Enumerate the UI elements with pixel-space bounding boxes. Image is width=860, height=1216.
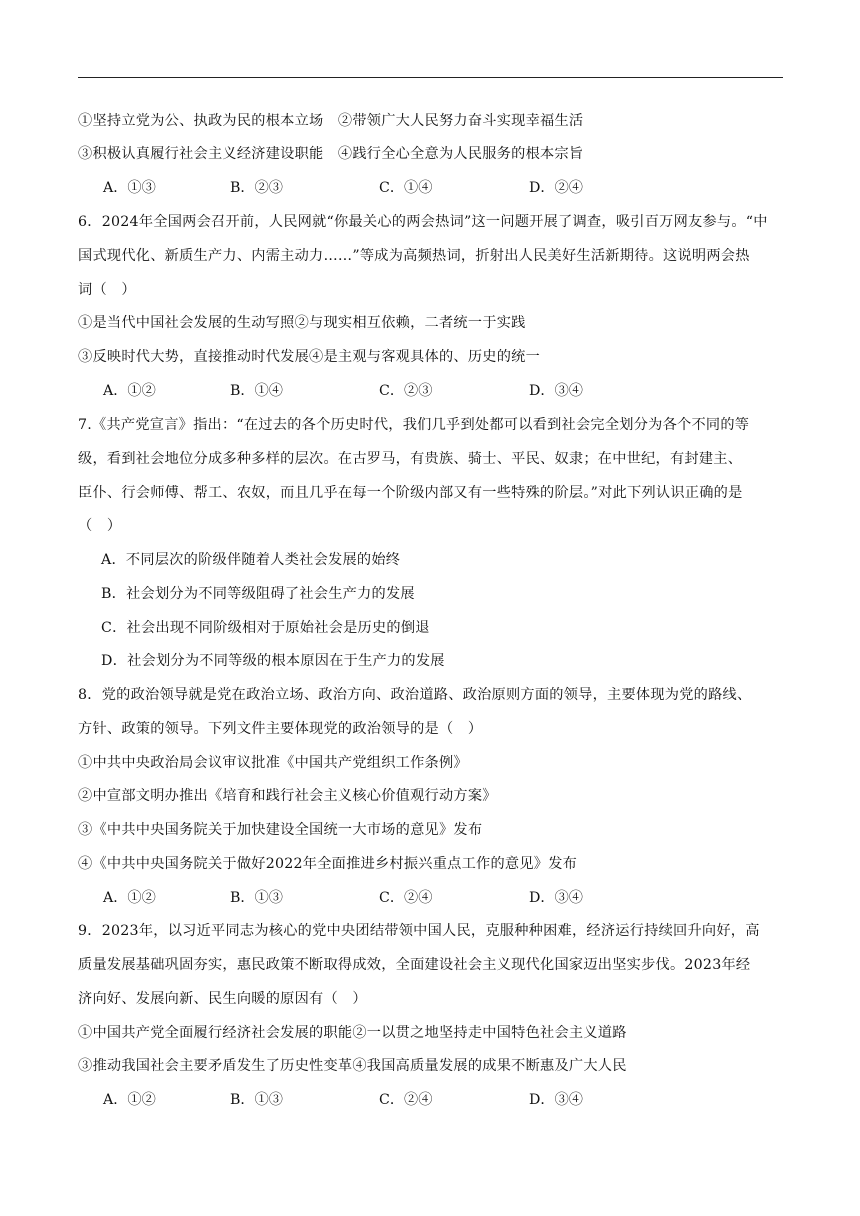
q6-statement-1-2: ①是当代中国社会发展的生动写照②与现实相互依赖，二者统一于实践	[78, 315, 526, 331]
q6-stem-line-2: 国式现代化、新质生产力、内需主动力……”等成为高频热词，折射出人民美好生活新期待。这说明两会热	[78, 248, 750, 264]
q7-stem-line-1: 7.《共产党宣言》指出：“在过去的各个历史时代，我们几乎到处都可以看到社会完全划分为各个不同的等	[78, 417, 750, 433]
header-rule	[78, 77, 783, 78]
option-d: D．③④	[529, 383, 583, 399]
q9-stem-line-3: 济向好、发展向新、民生向暖的原因有（ ）	[78, 991, 367, 1007]
q8-stem-line-2: 方针、政策的领导。下列文件主要体现党的政治领导的是（ ）	[78, 721, 483, 737]
option-b: B．①③	[230, 1092, 283, 1108]
q8-statement-1: ①中共中央政治局会议审议批准《中国共产党组织工作条例》	[78, 755, 468, 771]
q7-stem-line-2: 级，看到社会地位分成多种多样的层次。在古罗马，有贵族、骑士、平民、奴隶；在中世纪，有封建主、	[78, 451, 743, 467]
q6-stem-line-3: 词（ ）	[78, 282, 136, 298]
q5-statement-1-2: ①坚持立党为公、执政为民的根本立场 ②带领广大人民努力奋斗实现幸福生活	[78, 113, 584, 129]
q7-stem-line-4: （ ）	[78, 518, 122, 534]
q9-statement-3-4: ③推动我国社会主要矛盾发生了历史性变革④我国高质量发展的成果不断惠及广大人民	[78, 1058, 627, 1074]
option-c: C．②④	[379, 1092, 433, 1108]
option-a: A．①②	[103, 383, 156, 399]
q9-stem-line-1: 9．2023年，以习近平同志为核心的党中央团结带领中国人民，克服种种困难，经济运行持续回升向好，高	[78, 923, 760, 939]
q5-statement-3-4: ③积极认真履行社会主义经济建设职能 ④践行全心全意为人民服务的根本宗旨	[78, 146, 584, 162]
q7-option-b: B．社会划分为不同等级阻碍了社会生产力的发展	[101, 586, 415, 602]
q8-stem-line-1: 8．党的政治领导就是党在政治立场、政治方向、政治道路、政治原则方面的领导，主要体现为党的路线、	[78, 687, 752, 703]
q6-statement-3-4: ③反映时代大势，直接推动时代发展④是主观与客观具体的、历史的统一	[78, 349, 541, 365]
option-b: B．①③	[230, 890, 283, 906]
q9-statement-1-2: ①中国共产党全面履行经济社会发展的职能②一以贯之地坚持走中国特色社会主义道路	[78, 1025, 627, 1041]
option-a: A．①③	[103, 180, 156, 196]
q7-stem-line-3: 臣仆、行会师傅、帮工、农奴，而且几乎在每一个阶级内部又有一些特殊的阶层。”对此下列认识正确的是	[78, 485, 743, 501]
option-a: A．①②	[103, 1092, 156, 1108]
q9-stem-line-2: 质量发展基础巩固夯实，惠民政策不断取得成效，全面建设社会主义现代化国家迈出坚实步伐。2023年经	[78, 957, 751, 973]
q7-option-d: D．社会划分为不同等级的根本原因在于生产力的发展	[101, 653, 445, 669]
q8-statement-4: ④《中共中央国务院关于做好2022年全面推进乡村振兴重点工作的意见》发布	[78, 856, 578, 872]
option-a: A．①②	[103, 890, 156, 906]
option-c: C．②④	[379, 890, 433, 906]
option-d: D．②④	[529, 180, 583, 196]
option-b: B．①④	[230, 383, 283, 399]
q8-statement-2: ②中宣部文明办推出《培育和践行社会主义核心价值观行动方案》	[78, 788, 497, 804]
q7-option-a: A．不同层次的阶级伴随着人类社会发展的始终	[101, 552, 401, 568]
option-d: D．③④	[529, 1092, 583, 1108]
q8-statement-3: ③《中共中央国务院关于加快建设全国统一大市场的意见》发布	[78, 822, 483, 838]
option-b: B．②③	[230, 180, 283, 196]
option-d: D．③④	[529, 890, 583, 906]
option-c: C．①④	[379, 180, 433, 196]
q6-stem-line-1: 6．2024年全国两会召开前，人民网就“你最关心的两会热词”这一问题开展了调查，吸引百万网友参与。“中	[78, 214, 768, 230]
option-c: C．②③	[379, 383, 433, 399]
q7-option-c: C．社会出现不同阶级相对于原始社会是历史的倒退	[101, 620, 430, 636]
